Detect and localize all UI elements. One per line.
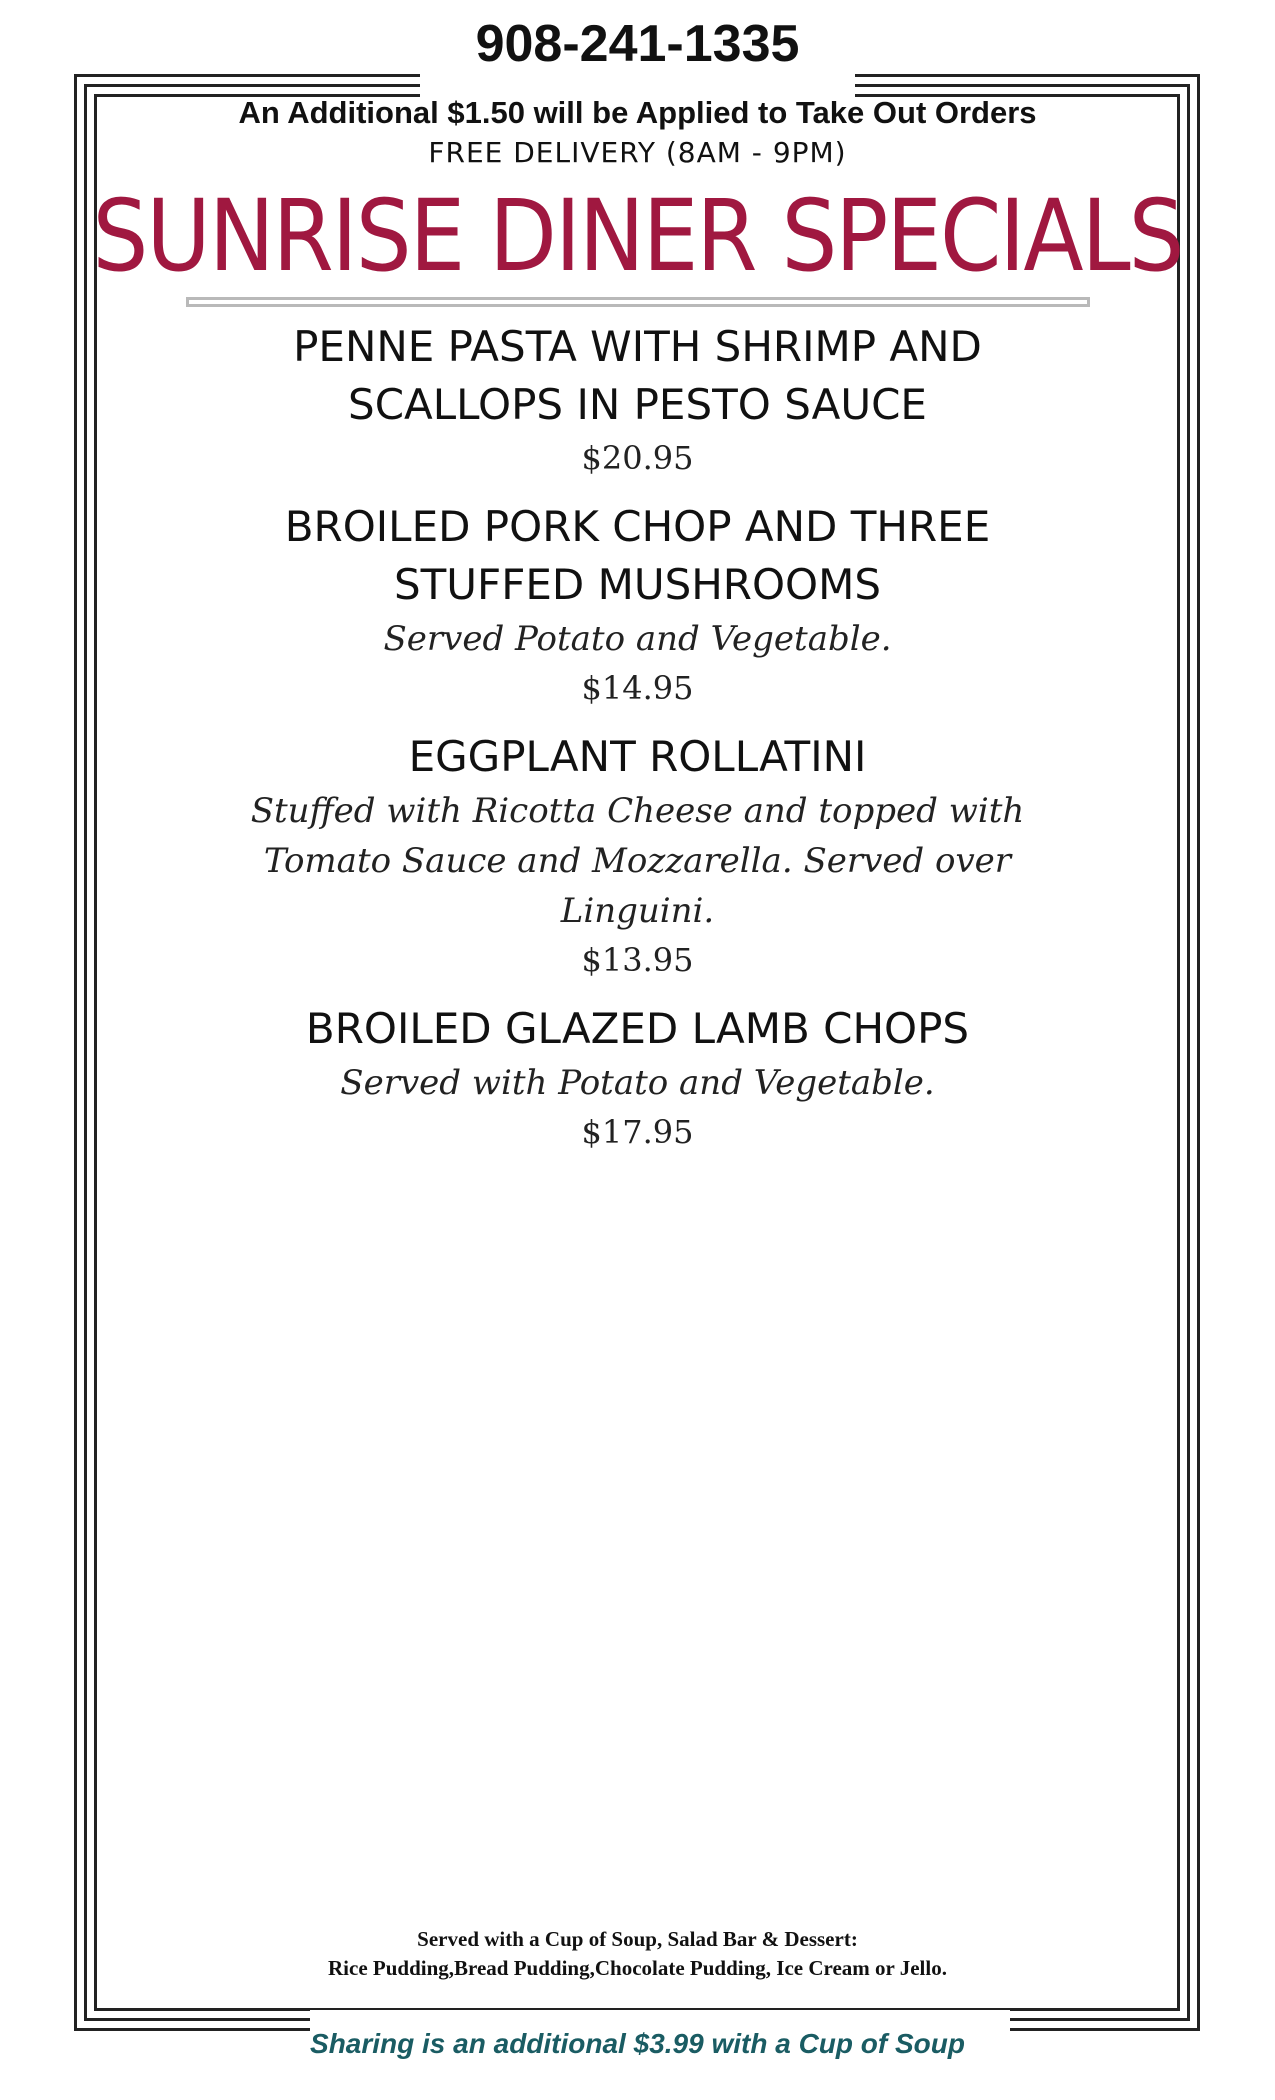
takeout-notice: An Additional $1.50 will be Applied to Take Out Orders [238,95,1037,130]
menu-item-description: Served Potato and Vegetable. [383,619,892,659]
title-divider [186,297,1090,307]
menu-item-price: $13.95 [581,941,694,979]
menu-item-name: BROILED GLAZED LAMB CHOPS [305,1004,970,1053]
menu-item [120,498,1155,712]
dessert-options-line: Rice Pudding,Bread Pudding,Chocolate Pudding, Ice Cream or Jello. [328,1956,947,1980]
delivery-hours: FREE DELIVERY (8AM - 9PM) [428,136,847,169]
menu-item [120,1000,1155,1156]
menu-item [120,728,1155,984]
menu-item-name: EGGPLANT ROLLATINI [408,732,867,781]
menu-item-name: PENNE PASTA WITH SHRIMP AND SCALLOPS IN PESTO SAUCE [293,322,982,429]
menu-item-price: $14.95 [581,669,694,707]
included-sides-note [0,1925,1275,1983]
page-title: SUNRISE DINER SPECIALS [92,178,1183,294]
included-sides-line: Served with a Cup of Soup, Salad Bar & Dessert: [417,1927,858,1951]
sharing-charge-note: Sharing is an additional $3.99 with a Cup of Soup [310,2028,965,2059]
menu-item-name: BROILED PORK CHOP AND THREE STUFFED MUSHROOMS [284,502,991,609]
menu-item-description: Served with Potato and Vegetable. [340,1063,935,1103]
phone-number: 908-241-1335 [475,15,800,73]
menu-item-price: $20.95 [581,439,694,477]
specials-list [120,318,1155,1172]
menu-item-description: Stuffed with Ricotta Cheese and topped with Tomato Sauce and Mozzarella. Served over Linguini. [250,791,1025,931]
menu-item-price: $17.95 [581,1113,694,1151]
menu-item [120,318,1155,482]
